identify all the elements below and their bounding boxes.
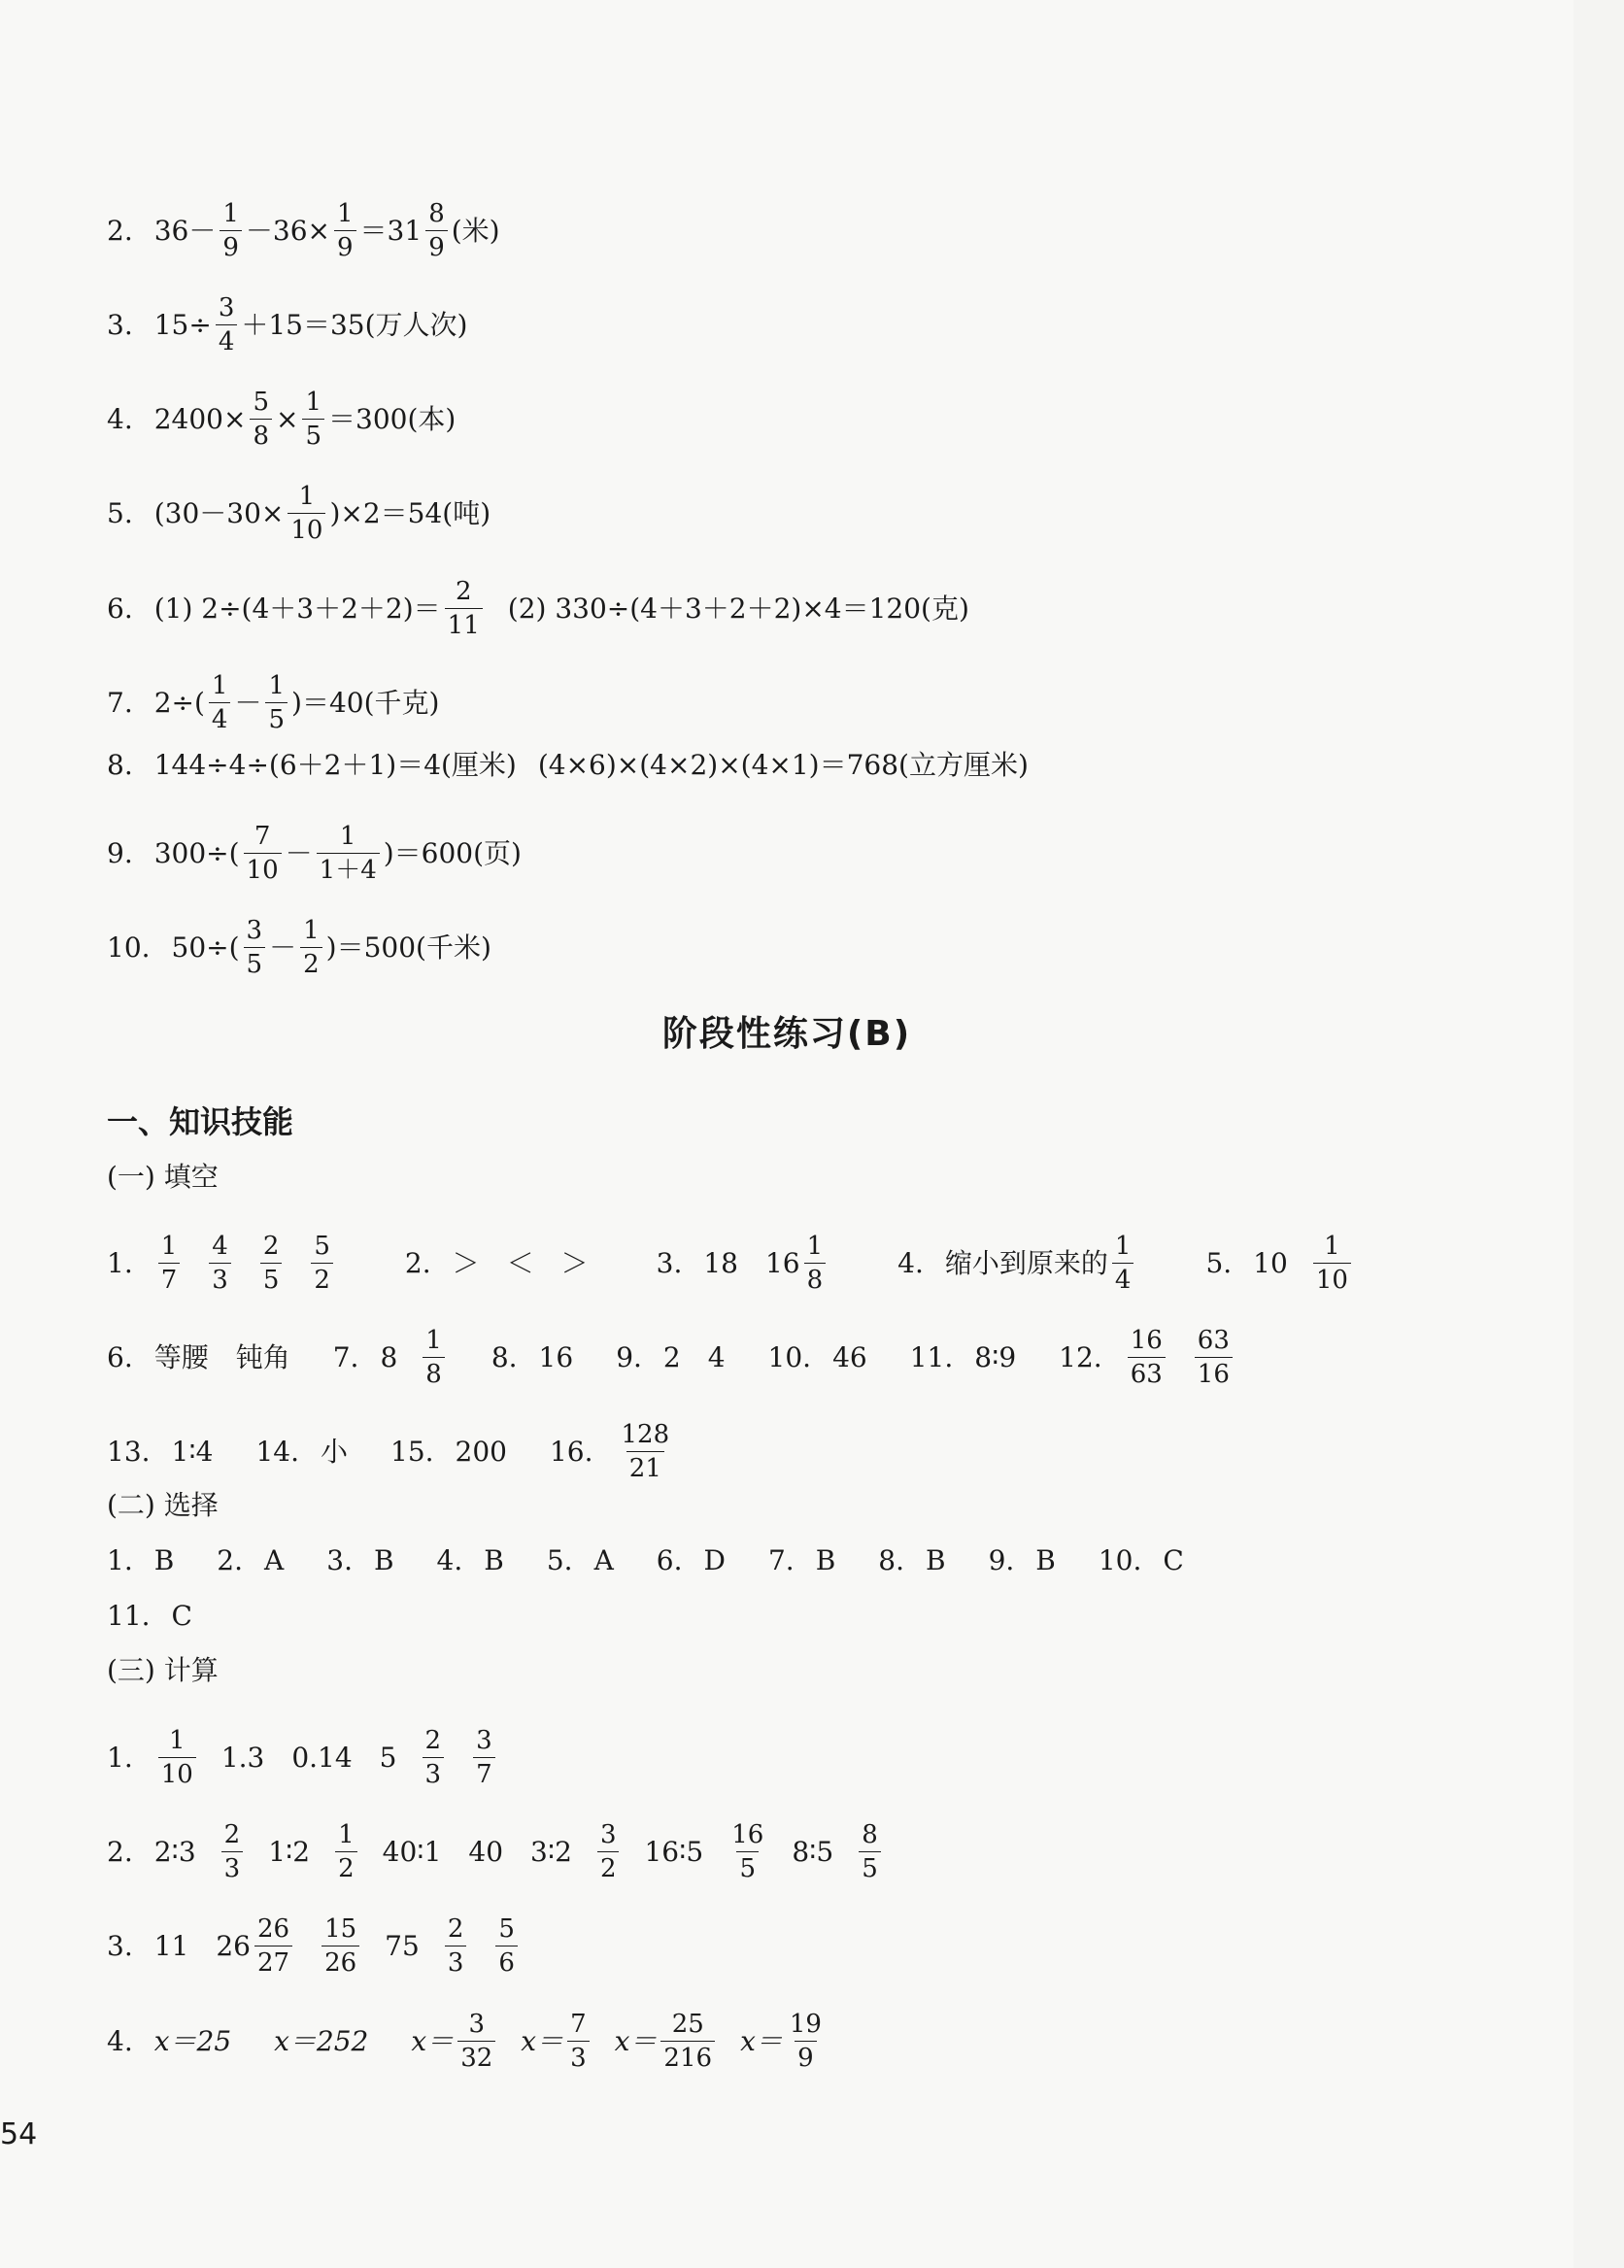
fraction [787, 2010, 825, 2073]
section-title: 阶段性练习(B) [661, 1014, 912, 1054]
numerator: 4 [212, 1232, 228, 1261]
answer-value: 8∶9 [974, 1340, 1017, 1373]
calc-row-1 [107, 1726, 499, 1789]
answer-value: 8∶5 [792, 1835, 834, 1868]
denominator: 7 [158, 1263, 181, 1295]
denominator: 3 [209, 1263, 231, 1295]
answer-number: 1. [107, 1246, 133, 1279]
expr-text: 2÷( [153, 686, 205, 719]
answer-number: 1. [107, 1544, 133, 1576]
denominator: 8 [804, 1263, 827, 1295]
answer-value: x＝25 [153, 2024, 232, 2057]
numerator: 1 [1114, 1232, 1132, 1261]
numerator: 128 [621, 1420, 670, 1449]
numerator: 8 [428, 199, 445, 228]
answer-value: 8 [380, 1340, 398, 1373]
fraction [300, 916, 322, 979]
answer-value: B [484, 1544, 504, 1576]
answer-number: 7. [107, 686, 133, 719]
denominator: 7 [473, 1757, 495, 1789]
numerator: 1 [160, 1232, 178, 1261]
denominator: 32 [457, 2041, 495, 2073]
expr-text: (2) 330÷(4＋3＋2＋2)×4＝120(克) [507, 592, 969, 625]
answer-number: 2. [107, 1835, 133, 1868]
fraction [158, 1232, 181, 1295]
answer-value: C [1163, 1544, 1184, 1576]
numerator: 25 [671, 2010, 704, 2039]
answer-value: x＝ [521, 2024, 564, 2057]
fraction [859, 1820, 881, 1883]
fraction [220, 199, 242, 262]
expr-text: (30－30× [153, 496, 285, 529]
denominator: 4 [1112, 1263, 1134, 1295]
answer-2 [107, 199, 500, 262]
numerator: 19 [789, 2010, 822, 2039]
numerator: 1 [337, 199, 354, 228]
numerator: 1 [1324, 1232, 1340, 1261]
expr-text: (1) 2÷(4＋3＋2＋2)＝ [153, 592, 441, 625]
fraction [209, 671, 231, 734]
fraction [728, 1820, 766, 1883]
denominator: 26 [321, 1946, 359, 1978]
answer-value: C [171, 1600, 192, 1632]
fraction [619, 1420, 673, 1483]
calc-label: (三) 计算 [107, 1654, 219, 1686]
answer-number: 4. [436, 1544, 463, 1576]
expr-text: ＝31 [359, 214, 423, 247]
answer-number: 9. [616, 1340, 642, 1373]
fraction [244, 822, 282, 885]
numerator: 2 [455, 577, 472, 606]
answer-number: 10. [767, 1340, 812, 1373]
answer-number: 2. [107, 214, 133, 247]
denominator: 3 [567, 2041, 590, 2073]
denominator: 6 [495, 1946, 518, 1978]
denominator: 5 [260, 1263, 283, 1295]
answer-number: 10. [1098, 1544, 1142, 1576]
denominator: 63 [1128, 1357, 1166, 1389]
expr-text: － [234, 686, 262, 719]
answer-8 [107, 746, 1029, 785]
fraction [265, 671, 288, 734]
answer-number: 10. [107, 931, 151, 964]
answer-value: 缩小到原来的 [944, 1246, 1108, 1279]
denominator: 9 [334, 230, 356, 262]
expr-text: － [269, 931, 297, 964]
answer-number: 11. [909, 1340, 954, 1373]
answer-number: 3. [326, 1544, 353, 1576]
choice-row-1 [107, 1541, 1184, 1580]
answer-value: x＝ [411, 2024, 455, 2057]
denominator: 9 [425, 230, 448, 262]
denominator: 3 [445, 1946, 467, 1978]
denominator: 5 [736, 1851, 759, 1883]
numerator: 1 [211, 671, 228, 700]
answer-number: 9. [107, 836, 133, 869]
answer-number: 4. [897, 1246, 924, 1279]
answer-value: 等腰 钝角 [153, 1340, 290, 1373]
answer-5 [107, 482, 491, 545]
expr-text: (米) [451, 214, 500, 247]
answer-value: 小 [320, 1435, 348, 1468]
answer-value: 46 [832, 1340, 867, 1373]
answer-4 [107, 388, 456, 451]
answer-number: 8. [491, 1340, 518, 1373]
answer-number: 15. [390, 1435, 434, 1468]
answer-number: 9. [988, 1544, 1015, 1576]
fraction [302, 388, 324, 451]
numerator: 1 [425, 1326, 442, 1355]
choice-row-2 [107, 1597, 192, 1636]
answer-number: 3. [107, 1929, 133, 1962]
fraction [473, 1726, 495, 1789]
numerator: 5 [498, 1914, 515, 1944]
denominator: 216 [660, 2041, 715, 2073]
denominator: 5 [265, 702, 288, 734]
answer-7 [107, 671, 439, 734]
denominator: 2 [335, 1851, 357, 1883]
fraction [254, 1914, 292, 1978]
part-heading: 一、知识技能 [107, 1103, 294, 1140]
fraction [244, 916, 266, 979]
expr-text: ＝300(本) [328, 402, 457, 435]
answer-number: 2. [404, 1246, 431, 1279]
denominator: 2 [311, 1263, 333, 1295]
fraction [597, 1820, 620, 1883]
expr-text: 15÷ [153, 308, 212, 341]
numerator: 2 [262, 1232, 280, 1261]
denominator: 4 [209, 702, 231, 734]
expr-text: )＝500(千米) [325, 931, 491, 964]
fraction [804, 1232, 827, 1295]
answer-value: x＝252 [274, 2024, 369, 2057]
fraction [425, 199, 448, 262]
fraction [1313, 1232, 1351, 1295]
expr-text: 36－ [153, 214, 217, 247]
fraction [321, 1914, 359, 1978]
answer-number: 3. [107, 308, 133, 341]
denominator: 2 [597, 1851, 620, 1883]
answer-value: 16∶5 [644, 1835, 704, 1868]
fraction [1195, 1326, 1233, 1389]
answer-value: 10 [1253, 1246, 1288, 1279]
expr-text: )＝600(页) [383, 836, 522, 869]
answer-9 [107, 822, 522, 885]
fraction [445, 577, 483, 640]
fraction [567, 2010, 590, 2073]
calc-row-2 [107, 1820, 885, 1883]
denominator: 10 [244, 853, 282, 885]
fraction [288, 482, 325, 545]
answer-value: 18 16 [703, 1246, 800, 1279]
answer-value: 1.3 0.14 5 [220, 1741, 397, 1774]
numerator: 7 [254, 822, 271, 851]
expr-text: －36× [245, 214, 330, 247]
answer-number: 6. [656, 1544, 683, 1576]
answer-number: 6. [107, 592, 133, 625]
denominator: 5 [244, 947, 266, 979]
answer-value: x＝ [614, 2024, 658, 2057]
numerator: 16 [1130, 1326, 1163, 1355]
answer-number: 5. [546, 1544, 573, 1576]
page-number: 54 [0, 2117, 38, 2151]
answer-value: B [153, 1544, 175, 1576]
answer-value: 75 [385, 1929, 420, 1962]
expr-text: 300÷( [153, 836, 240, 869]
expr-text: 2400× [153, 402, 247, 435]
denominator: 5 [859, 1851, 881, 1883]
fraction [495, 1914, 518, 1978]
numerator: 15 [324, 1914, 357, 1944]
numerator: 3 [246, 916, 263, 945]
fraction [660, 2010, 715, 2073]
numerator: 5 [314, 1232, 330, 1261]
numerator: 16 [731, 1820, 764, 1849]
denominator: 10 [1313, 1263, 1351, 1295]
numerator: 2 [424, 1726, 442, 1755]
numerator: 1 [222, 199, 239, 228]
answer-value: x＝ [740, 2024, 783, 2057]
answer-3 [107, 293, 467, 356]
denominator: 9 [795, 2041, 817, 2073]
denominator: 2 [300, 947, 322, 979]
expr-text: － [285, 836, 313, 869]
answer-number: 3. [656, 1246, 683, 1279]
numerator: 1 [339, 822, 356, 851]
answer-number: 8. [878, 1544, 904, 1576]
answer-number: 12. [1059, 1340, 1102, 1373]
answer-value: B [925, 1544, 946, 1576]
answer-number: 7. [332, 1340, 359, 1373]
numerator: 8 [862, 1820, 878, 1849]
answer-value: 2 4 [662, 1340, 726, 1373]
numerator: 5 [253, 388, 269, 417]
numerator: 3 [476, 1726, 492, 1755]
fraction [221, 1820, 244, 1883]
answer-number: 5. [107, 496, 133, 529]
denominator: 1＋4 [317, 853, 380, 885]
expr-text: 144÷4÷(6＋2＋1)＝4(厘米) [153, 749, 517, 781]
answer-number: 13. [107, 1435, 151, 1468]
answer-value: B [1035, 1544, 1056, 1576]
denominator: 8 [250, 419, 272, 451]
answer-value: 40∶1 40 3∶2 [382, 1835, 572, 1868]
denominator: 3 [221, 1851, 244, 1883]
expr-text: )×2＝54(吨) [329, 496, 491, 529]
fill-row-3 [107, 1420, 676, 1483]
numerator: 1 [806, 1232, 824, 1261]
denominator: 27 [254, 1946, 292, 1978]
denominator: 3 [423, 1757, 445, 1789]
fraction [445, 1914, 467, 1978]
fraction [335, 1820, 357, 1883]
numerator: 1 [168, 1726, 186, 1755]
choice-label: (二) 选择 [107, 1489, 219, 1521]
answer-number: 16. [549, 1435, 593, 1468]
fill-row-2 [107, 1326, 1236, 1389]
answer-number: 14. [255, 1435, 299, 1468]
fraction [216, 293, 238, 356]
denominator: 8 [423, 1357, 445, 1389]
fraction [423, 1726, 445, 1789]
numerator: 2 [447, 1914, 464, 1944]
denominator: 11 [445, 608, 483, 640]
denominator: 21 [626, 1451, 664, 1483]
answer-number: 4. [107, 402, 133, 435]
answer-number: 7. [767, 1544, 795, 1576]
numerator: 26 [256, 1914, 290, 1944]
fraction [209, 1232, 231, 1295]
answer-value: B [815, 1544, 836, 1576]
fraction [334, 199, 356, 262]
answer-value: B [373, 1544, 394, 1576]
expr-text: 50÷( [171, 931, 240, 964]
expr-text: × [275, 402, 299, 435]
numerator: 3 [218, 293, 235, 322]
numerator: 7 [570, 2010, 587, 2039]
numerator: 3 [599, 1820, 617, 1849]
calc-row-4 [107, 2010, 829, 2073]
answer-value: 200 [455, 1435, 507, 1468]
numerator: 1 [298, 482, 316, 511]
expr-text: ＋15＝35(万人次) [241, 308, 468, 341]
numerator: 1 [268, 671, 286, 700]
answer-value: 2∶3 [153, 1835, 196, 1868]
fill-row-1 [107, 1232, 1355, 1295]
fraction [1112, 1232, 1134, 1295]
fraction [250, 388, 272, 451]
fraction [158, 1726, 196, 1789]
denominator: 9 [220, 230, 242, 262]
answer-number: 4. [107, 2024, 133, 2057]
numerator: 1 [338, 1820, 355, 1849]
numerator: 1 [303, 916, 320, 945]
answer-number: 5. [1205, 1246, 1233, 1279]
denominator: 10 [288, 513, 325, 545]
answer-number: 2. [217, 1544, 244, 1576]
numerator: 1 [305, 388, 321, 417]
numerator: 3 [468, 2010, 485, 2039]
fraction [317, 822, 380, 885]
answer-number: 6. [107, 1340, 133, 1373]
fill-label: (一) 填空 [107, 1161, 219, 1193]
fraction [311, 1232, 333, 1295]
answer-value: 1∶2 [268, 1835, 311, 1868]
answer-value: ＞ ＜ ＞ [452, 1246, 589, 1279]
denominator: 10 [158, 1757, 196, 1789]
answer-number: 11. [107, 1600, 151, 1632]
answer-value: 16 [538, 1340, 574, 1373]
answer-number: 1. [107, 1741, 133, 1774]
answer-value: A [264, 1544, 285, 1576]
denominator: 5 [302, 419, 324, 451]
fraction [423, 1326, 445, 1389]
denominator: 16 [1195, 1357, 1233, 1389]
expr-text: )＝40(千克) [291, 686, 440, 719]
answer-value: D [703, 1544, 726, 1576]
denominator: 4 [216, 324, 238, 356]
answer-value: A [593, 1544, 614, 1576]
answer-10 [107, 916, 491, 979]
numerator: 63 [1197, 1326, 1230, 1355]
fraction [260, 1232, 283, 1295]
numerator: 2 [223, 1820, 241, 1849]
answer-value: 1∶4 [171, 1435, 214, 1468]
answer-number: 8. [107, 749, 133, 781]
answer-6 [107, 577, 969, 640]
expr-text: (4×6)×(4×2)×(4×1)＝768(立方厘米) [537, 749, 1029, 781]
fraction [457, 2010, 495, 2073]
answer-value: 11 26 [153, 1929, 251, 1962]
calc-row-3 [107, 1914, 522, 1978]
fraction [1128, 1326, 1166, 1389]
